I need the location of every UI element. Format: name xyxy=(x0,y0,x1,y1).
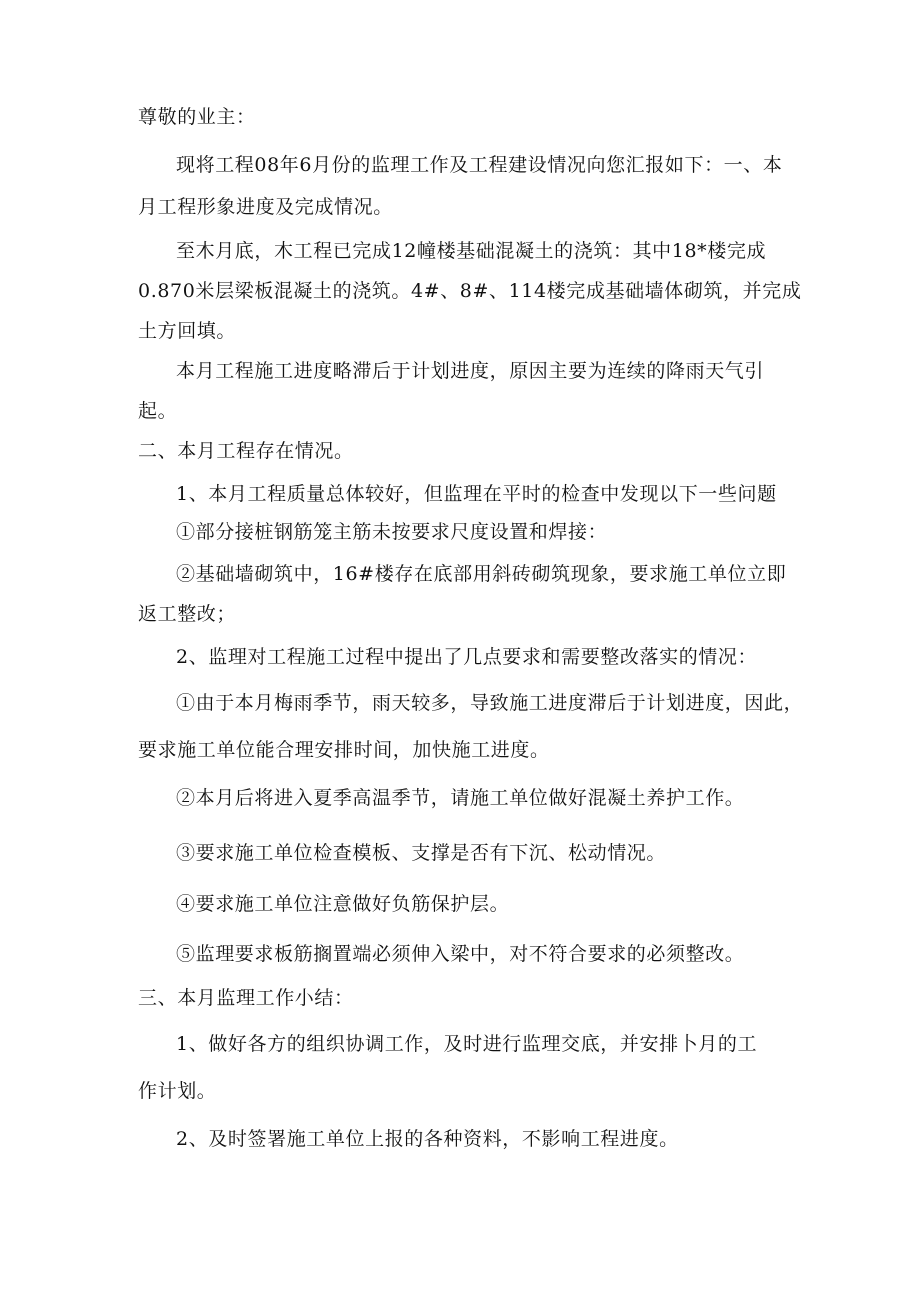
paragraph-line: 返工整改； xyxy=(138,603,237,625)
paragraph-line: 1、本月工程质量总体较好，但监理在平时的检查中发现以下一些问题 xyxy=(176,483,777,505)
section-heading: 三、本月监理工作小结： xyxy=(138,987,354,1009)
paragraph-line: 土方回填。 xyxy=(138,320,237,342)
paragraph-line: 现将工程08年6月份的监理工作及工程建设情况向您汇报如下：一、本 xyxy=(176,154,783,176)
paragraph-line: 要求施工单位能合理安排时间，加快施工进度。 xyxy=(138,739,550,761)
paragraph-line: 2、及时签署施工单位上报的各种资料，不影响工程进度。 xyxy=(176,1128,679,1150)
paragraph-line: ②本月后将进入夏季高温季节，请施工单位做好混凝土养护工作。 xyxy=(176,787,745,809)
paragraph-line: 2、监理对工程施工过程中提出了几点要求和需要整改落实的情况： xyxy=(176,646,758,668)
paragraph-line: 作计划。 xyxy=(138,1080,217,1102)
paragraph-line: ⑤监理要求板筋搁置端必须伸入梁中，对不符合要求的必须整改。 xyxy=(176,943,745,965)
paragraph-line: ①由于本月梅雨季节，雨天较多，导致施工进度滞后于计划进度，因此， xyxy=(176,692,804,714)
paragraph-line: 月工程形象进度及完成情况。 xyxy=(138,196,393,218)
paragraph-line: ①部分接桩钢筋笼主筋未按要求尺度设置和焊接： xyxy=(176,521,608,543)
paragraph-line: 至木月底，木工程已完成12幢楼基础混凝土的浇筑：其中18*楼完成 xyxy=(176,240,767,262)
paragraph-line: ②基础墙砌筑中，16#楼存在底部用斜砖砌筑现象，要求施工单位立即 xyxy=(176,563,787,585)
paragraph-line: ③要求施工单位检查模板、支撑是否有下沉、松动情况。 xyxy=(176,842,667,864)
section-heading: 二、本月工程存在情况。 xyxy=(138,440,354,462)
paragraph-line: 起。 xyxy=(138,400,178,422)
salutation: 尊敬的业主： xyxy=(138,106,256,128)
paragraph-line: 0.870米层梁板混凝土的浇筑。4#、8#、114楼完成基础墙体砌筑，并完成 xyxy=(138,280,802,302)
paragraph-line: 1、做好各方的组织协调工作，及时进行监理交底，并安排卜月的工 xyxy=(176,1033,758,1055)
paragraph-line: ④要求施工单位注意做好负筋保护层。 xyxy=(176,893,510,915)
paragraph-line: 本月工程施工进度略滞后于计划进度，原因主要为连续的降雨天气引 xyxy=(176,360,765,382)
